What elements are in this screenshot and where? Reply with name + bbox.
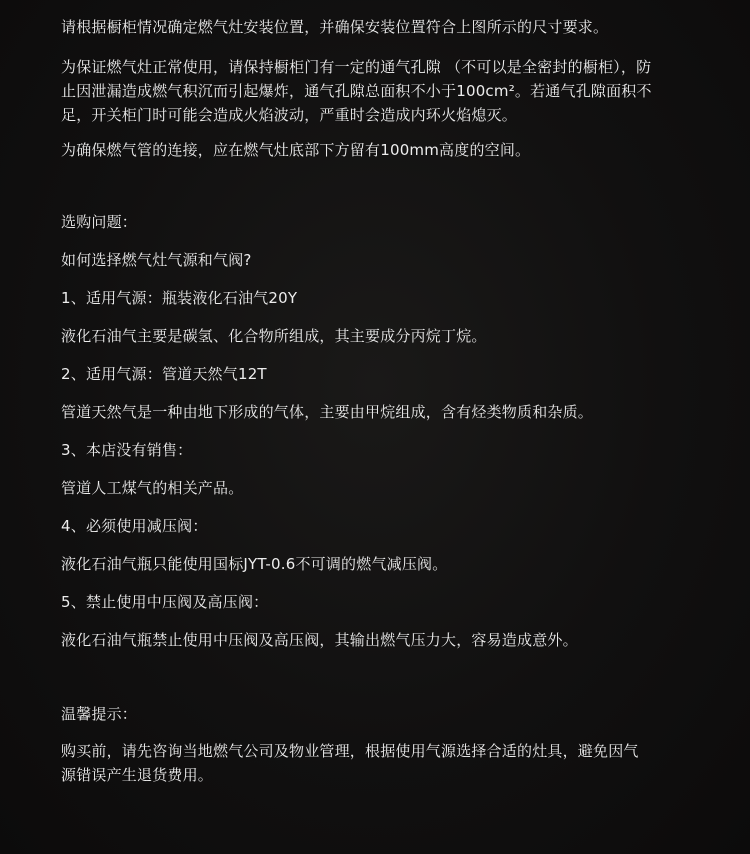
faq-item-4-text: 液化石油气瓶只能使用国标JYT-0.6不可调的燃气减压阀。	[61, 555, 448, 573]
faq-item-1-text: 液化石油气主要是碳氢、化合物所组成，其主要成分丙烷丁烷。	[61, 327, 487, 345]
faq-item-2-title: 2、适用气源：管道天然气12T	[61, 365, 267, 383]
ventilation-text-line-3: 足，开关柜门时可能会造成火焰波动，严重时会造成内环火焰熄灭。	[61, 106, 518, 124]
faq-item-5-text: 液化石油气瓶禁止使用中压阀及高压阀，其输出燃气压力大，容易造成意外。	[61, 631, 578, 649]
faq-heading: 选购问题：	[61, 213, 138, 231]
faq-item-2-text: 管道天然气是一种由地下形成的气体，主要由甲烷组成，含有烃类物质和杂质。	[61, 403, 594, 421]
install-position-text: 请根据橱柜情况确定燃气灶安装位置，并确保安装位置符合上图所示的尺寸要求。	[61, 18, 609, 36]
ventilation-text-line-2: 止因泄漏造成燃气积沉而引起爆炸，通气孔隙总面积不小于100cm²。若通气孔隙面积不	[61, 82, 652, 100]
faq-item-3-title: 3、本店没有销售：	[61, 441, 193, 459]
faq-item-1-title: 1、适用气源：瓶装液化石油气20Y	[61, 289, 298, 307]
faq-item-3-text: 管道人工煤气的相关产品。	[61, 479, 244, 497]
tips-text-line-1: 购买前，请先咨询当地燃气公司及物业管理，根据使用气源选择合适的灶具，避免因气	[61, 742, 639, 760]
gas-pipe-space-text: 为确保燃气管的连接，应在燃气灶底部下方留有100mm高度的空间。	[61, 141, 531, 159]
ventilation-text-line-1: 为保证燃气灶正常使用，请保持橱柜门有一定的通气孔隙 （不可以是全密封的橱柜），防	[61, 58, 652, 76]
tips-heading: 温馨提示：	[61, 705, 138, 723]
faq-item-5-title: 5、禁止使用中压阀及高压阀：	[61, 593, 269, 611]
faq-item-4-title: 4、必须使用减压阀：	[61, 517, 208, 535]
faq-question: 如何选择燃气灶气源和气阀?	[61, 251, 252, 269]
tips-text-line-2: 源错误产生退货费用。	[61, 766, 214, 784]
